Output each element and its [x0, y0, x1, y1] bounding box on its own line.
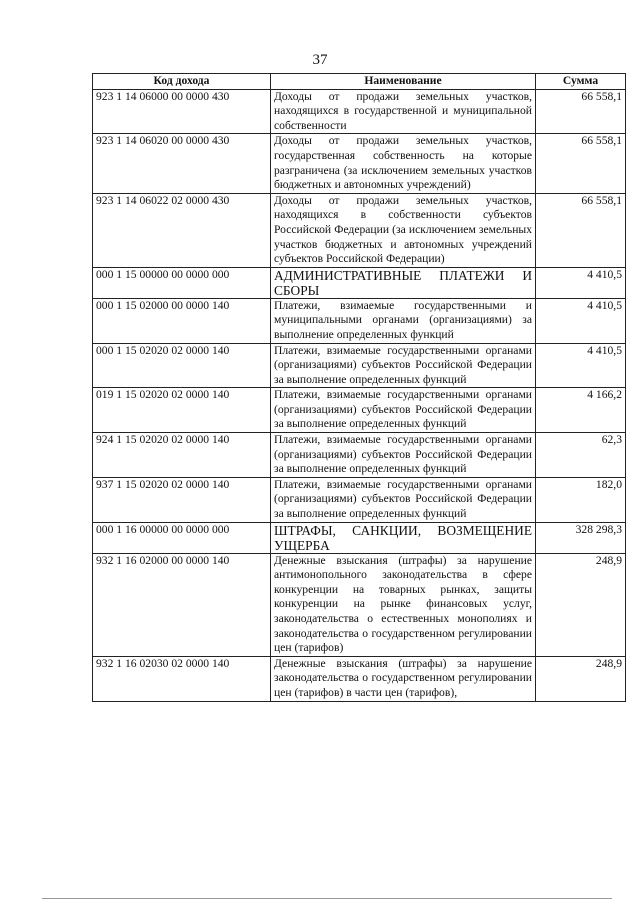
table-row [93, 433, 626, 478]
revenue-sum-cell: 66 558,1 [536, 193, 626, 267]
revenue-code-cell: 000 1 15 02020 02 0000 140 [93, 343, 271, 388]
revenue-code-cell: 923 1 14 06000 00 0000 430 [93, 89, 271, 134]
header-code: Код дохода [93, 74, 271, 90]
revenue-code-cell: 924 1 15 02020 02 0000 140 [93, 433, 271, 478]
revenue-sum-cell: 4 410,5 [536, 343, 626, 388]
revenue-name-cell: Денежные взыскания (штрафы) за нарушение законодательства о государственном регулировании цен (тарифов) в части цен (тарифов), [271, 656, 536, 701]
revenue-sum-cell: 66 558,1 [536, 89, 626, 134]
revenue-name-cell: Доходы от продажи земельных участков, находящихся в государственной и муниципальной собственности [271, 89, 536, 134]
revenue-name-cell: ШТРАФЫ, САНКЦИИ, ВОЗМЕЩЕНИЕ УЩЕРБА [271, 522, 536, 553]
revenue-name-cell: АДМИНИСТРАТИВНЫЕ ПЛАТЕЖИ И СБОРЫ [271, 267, 536, 298]
revenue-name-cell: Доходы от продажи земельных участков, государственная собственность на которые разграничена (за исключением земельных участков бюджетных и автономных учреждений) [271, 134, 536, 193]
revenue-code-cell: 923 1 14 06022 02 0000 430 [93, 193, 271, 267]
revenue-table [92, 73, 626, 702]
revenue-sum-cell: 4 410,5 [536, 267, 626, 298]
revenue-code-cell: 932 1 16 02030 02 0000 140 [93, 656, 271, 701]
revenue-sum-cell: 248,9 [536, 656, 626, 701]
revenue-code-cell: 932 1 16 02000 00 0000 140 [93, 553, 271, 656]
revenue-code-cell: 937 1 15 02020 02 0000 140 [93, 477, 271, 522]
revenue-code-cell: 019 1 15 02020 02 0000 140 [93, 388, 271, 433]
revenue-sum-cell: 66 558,1 [536, 134, 626, 193]
table-row [93, 656, 626, 701]
revenue-sum-cell: 62,3 [536, 433, 626, 478]
page-number: 37 [312, 52, 328, 68]
table-row [93, 477, 626, 522]
revenue-sum-cell: 4 410,5 [536, 298, 626, 343]
revenue-name-cell: Платежи, взимаемые государственными органами (организациями) субъектов Российской Федерации за выполнение определенных функций [271, 433, 536, 478]
revenue-name-cell: Платежи, взимаемые государственными и муниципальными органами (организациями) за выполнение определенных функций [271, 298, 536, 343]
revenue-code-cell: 923 1 14 06020 00 0000 430 [93, 134, 271, 193]
revenue-name-cell: Платежи, взимаемые государственными органами (организациями) субъектов Российской Федерации за выполнение определенных функций [271, 388, 536, 433]
table-row [93, 193, 626, 267]
revenue-name-cell: Денежные взыскания (штрафы) за нарушение антимонопольного законодательства в сфере конкуренции на товарных рынках, защиты конкуренции на рынке финансовых услуг, законодательства о естественных монополиях и законодательства о государственном регулировании цен (тарифов) [271, 553, 536, 656]
revenue-code-cell: 000 1 15 00000 00 0000 000 [93, 267, 271, 298]
revenue-name-cell: Доходы от продажи земельных участков, находящихся в собственности субъектов Российской Федерации (за исключением земельных участков бюджетных и автономных учреждений субъектов Российской Федерации) [271, 193, 536, 267]
table-header-row [93, 74, 626, 90]
table-row [93, 553, 626, 656]
revenue-sum-cell: 182,0 [536, 477, 626, 522]
header-name: Наименование [271, 74, 536, 90]
table-row [93, 388, 626, 433]
revenue-code-cell: 000 1 16 00000 00 0000 000 [93, 522, 271, 553]
revenue-name-cell: Платежи, взимаемые государственными органами (организациями) субъектов Российской Федерации за выполнение определенных функций [271, 477, 536, 522]
revenue-sum-cell: 248,9 [536, 553, 626, 656]
header-sum: Сумма [536, 74, 626, 90]
revenue-code-cell: 000 1 15 02000 00 0000 140 [93, 298, 271, 343]
table-row [93, 267, 626, 298]
table-row [93, 134, 626, 193]
revenue-sum-cell: 4 166,2 [536, 388, 626, 433]
table-row [93, 343, 626, 388]
revenue-name-cell: Платежи, взимаемые государственными органами (организациями) субъектов Российской Федерации за выполнение определенных функций [271, 343, 536, 388]
table-row [93, 298, 626, 343]
page-bottom-rule [42, 898, 612, 899]
table-row [93, 89, 626, 134]
revenue-sum-cell: 328 298,3 [536, 522, 626, 553]
table-body [93, 89, 626, 701]
table-row [93, 522, 626, 553]
